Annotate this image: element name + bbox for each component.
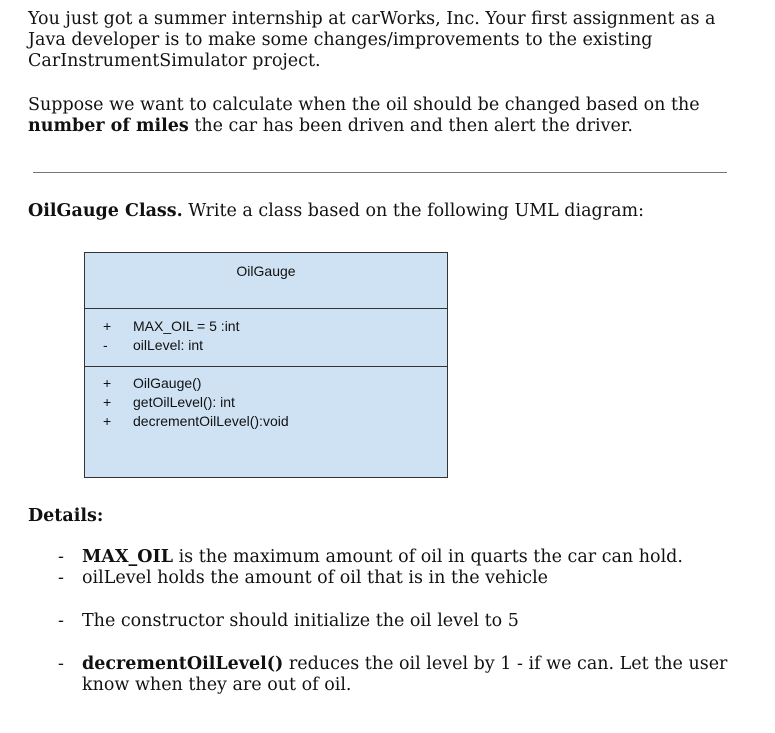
- intro-paragraph: [28, 9, 748, 72]
- uml-method-row: [103, 393, 235, 411]
- bullet-content: [82, 547, 732, 568]
- bullet-content: [82, 568, 732, 589]
- bullet-text: oilLevel holds the amount of oil that is in the vehicle: [82, 568, 549, 588]
- uml-visibility: +: [103, 394, 112, 410]
- details-heading: Details:: [28, 506, 104, 526]
- uml-field-text: MAX_OIL = 5 :int: [133, 318, 240, 334]
- uml-method-row: [103, 374, 201, 392]
- uml-separator-methods: [85, 366, 447, 367]
- uml-field-row: [103, 317, 239, 335]
- uml-method-text: getOilLevel(): int: [133, 394, 235, 410]
- uml-separator-fields: [85, 308, 447, 309]
- scenario-text-after: the car has been driven and then alert the driver.: [188, 116, 633, 136]
- task-text: Write a class based on the following UML diagram:: [182, 201, 645, 221]
- uml-field-text: oilLevel: int: [133, 337, 204, 353]
- scenario-text-before: Suppose we want to calculate when the oil should be changed based on the: [28, 95, 700, 115]
- bullet-text: reduces the oil level by 1 - if we can. Let the user know when they are out of oil.: [82, 654, 728, 695]
- horizontal-divider: [33, 172, 727, 173]
- uml-visibility: +: [103, 375, 112, 391]
- uml-visibility: -: [103, 337, 108, 353]
- uml-method-row: [103, 412, 289, 430]
- bullet-text: The constructor should initialize the oil level to 5: [82, 611, 519, 631]
- uml-class-diagram: [84, 252, 448, 478]
- bullet-dash: -: [58, 568, 64, 588]
- uml-visibility: +: [103, 413, 112, 429]
- bullet-content: [82, 654, 732, 696]
- bullet-text: is the maximum amount of oil in quarts the car can hold.: [173, 547, 683, 567]
- task-bold: OilGauge Class.: [28, 201, 183, 221]
- task-paragraph: [28, 201, 748, 222]
- bullet-dash: -: [58, 654, 64, 674]
- bullet-bold: decrementOilLevel(): [82, 654, 284, 674]
- bullet-dash: -: [58, 611, 64, 631]
- bullet-dash: -: [58, 547, 64, 567]
- scenario-bold: number of miles: [28, 116, 189, 136]
- bullet-bold: MAX_OIL: [82, 547, 174, 567]
- bullet-content: [82, 611, 732, 632]
- uml-visibility: +: [103, 318, 112, 334]
- uml-method-text: OilGauge(): [133, 375, 202, 391]
- uml-method-text: decrementOilLevel():void: [133, 413, 289, 429]
- uml-field-row: [103, 336, 203, 354]
- uml-class-name: OilGauge: [236, 263, 296, 279]
- intro-text: You just got a summer internship at carWorks, Inc. Your first assignment as a Java developer is to make some changes/improvements to the existing CarInstrumentSimulator project.: [28, 9, 716, 71]
- scenario-paragraph: [28, 95, 748, 137]
